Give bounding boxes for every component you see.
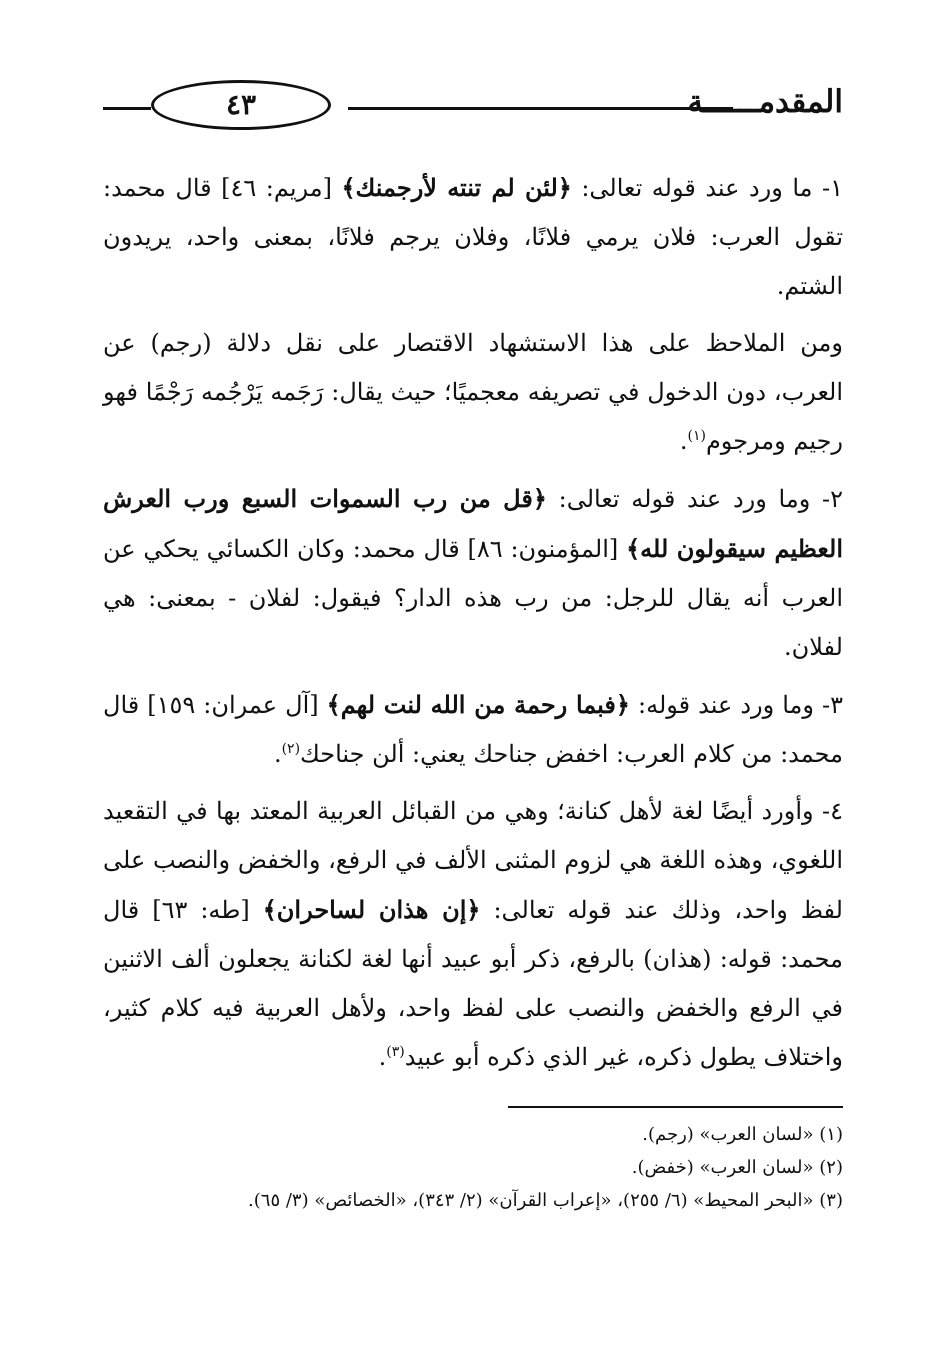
footnote-1: (١) «لسان العرب» (رجم). [642,1124,843,1145]
text-run: [مريم: ٤٦] قال محمد: تقول العرب: فلان يرمي فلانًا، وفلان يرجم فلانًا، بمعنى واحد، يريدون الشتم. [103,174,843,300]
chapter-title: المقدمــــــة [687,84,843,120]
text-run: ١- ما ورد عند قوله تعالى: [571,174,843,202]
footnotes [103,1118,843,1217]
quran-quote: ﴿فبما رحمة من الله لنت لهم﴾ [326,690,630,719]
paragraph-2 [103,319,843,466]
text-run: ٢- وما ورد عند قوله تعالى: [546,485,843,513]
footnote-3: (٣) «البحر المحيط» (٦/ ٢٥٥)، «إعراب القرآن» (٢/ ٣٤٣)، «الخصائص» (٣/ ٦٥). [248,1190,843,1211]
text-run: . [273,740,282,768]
paragraph-5 [103,787,843,1082]
text-run: ومن الملاحظ على هذا الاستشهاد الاقتصار على نقل دلالة (رجم) عن العرب، دون الدخول في تصريفه معجميًا؛ حيث يقال: رَجَمه يَرْجُمه رَجْمًا فهو رجيم ومرجوم [103,329,843,455]
footnote-ref[interactable]: (٢) [281,741,301,757]
header-rule [348,107,733,110]
text-run: [آل عمران: ١٥٩] قال محمد: من كلام العرب: اخفض جناحك يعني: ألن جناحك [103,691,843,768]
quran-quote: ﴿لئن لم تنته لأرجمنك﴾ [341,173,572,202]
quran-quote: ﴿قل من رب السموات السبع ورب العرش العظيم سيقولون لله﴾ [103,484,843,563]
text-run: ٣- وما ورد عند قوله: [629,691,843,719]
header-rule-left [103,107,151,110]
paragraph-4 [103,680,843,779]
main-text [103,163,843,1090]
text-run: [طه: ٦٣] قال محمد: قوله: (هذان) بالرفع، ذكر أبو عبيد أنها لغة لكنانة يجعلون ألف الاثنين في الرفع والخفض والنصب على لفظ واحد، ولأهل العربية فيه كلام كثير، واختلاف يطول ذكره، غير الذي ذكره أبو عبيد [103,896,843,1071]
text-run: ٤- وأورد أيضًا لغة لأهل كنانة؛ وهي من القبائل العربية المعتد بها في التقعيد اللغوي، وهذه اللغة هي لزوم المثنى الألف في الرفع، والخفض والنصب على لفظ واحد، وذلك عند قوله تعالى: [103,797,843,924]
paragraph-1 [103,163,843,311]
text-run: . [679,427,688,455]
footnote-divider [508,1106,843,1108]
paragraph-3 [103,474,843,672]
page-header [103,80,843,130]
text-run: [المؤمنون: ٨٦] قال محمد: وكان الكسائي يحكي عن العرب أنه يقال للرجل: من رب هذه الدار؟ فيقول: لفلان - بمعنى: هي لفلان. [103,535,843,661]
footnote-2: (٢) «لسان العرب» (خفض). [631,1157,843,1178]
page-number: ٤٣ [151,80,331,130]
footnote-ref[interactable]: (٣) [386,1044,405,1060]
footnote-ref[interactable]: (١) [687,428,706,444]
text-run: . [378,1043,387,1071]
quran-quote: ﴿إن هذان لساحران﴾ [262,895,481,924]
